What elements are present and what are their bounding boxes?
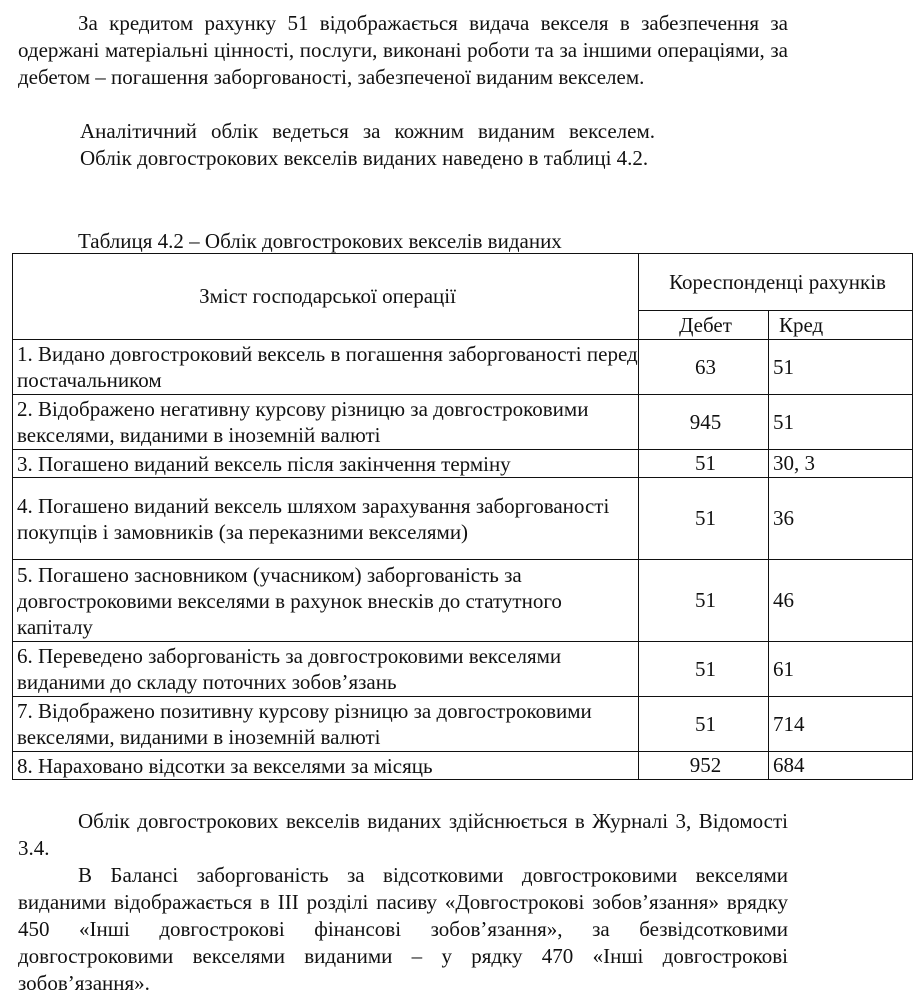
table-row <box>13 450 913 478</box>
row-operation: 4. Погашено виданий вексель шляхом зарахування заборгованості покупців і замовників (за переказними векселями) <box>13 478 639 560</box>
row-credit: 46 <box>769 560 913 642</box>
row-operation: 2. Відображено негативну курсову різницю за довгостроковими векселями, виданими в іноземній валюті <box>13 395 639 450</box>
row-operation: 8. Нараховано відсотки за векселями за місяць <box>13 752 639 780</box>
row-credit: 36 <box>769 478 913 560</box>
row-operation: 1. Видано довгостроковий вексель в погашення заборгованості перед постачальником <box>13 340 639 395</box>
row-debit: 952 <box>639 752 769 780</box>
row-operation: 5. Погашено засновником (учасником) заборгованість за довгостроковими векселями в рахунок внесків до статутного капіталу <box>13 560 639 642</box>
row-credit: 61 <box>769 642 913 697</box>
row-credit: 714 <box>769 697 913 752</box>
row-debit: 63 <box>639 340 769 395</box>
row-debit: 945 <box>639 395 769 450</box>
row-operation: 7. Відображено позитивну курсову різницю за довгостроковими векселями, виданими в іноземній валюті <box>13 697 639 752</box>
paragraph-analytic-accounting: Аналітичний облік ведеться за кожним виданим векселем. Облік довгострокових векселів виданих наведено в таблиці 4.2. <box>80 119 655 170</box>
table-row <box>13 560 913 642</box>
row-operation: 6. Переведено заборгованість за довгостроковими векселями виданими до складу поточних зобов’язань <box>13 642 639 697</box>
paragraph-balance-sheet: В Балансі заборгованість за відсотковими довгостроковими векселями виданими відображається в ІІІ розділі пасиву «Довгострокові зобов’язання» врядку 450 «Інші довгострокові фінансові зобов’язання», за безвідсотковими довгостроковими векселями виданими – у рядку 470 «Інші довгострокові зобов’язання». <box>18 863 788 995</box>
row-operation: 3. Погашено виданий вексель після закінчення терміну <box>13 450 639 478</box>
bills-issued-table <box>12 253 913 780</box>
table-row <box>13 340 913 395</box>
header-debit: Дебет <box>639 311 769 340</box>
row-debit: 51 <box>639 478 769 560</box>
paragraph-journal-3: Облік довгострокових векселів виданих здійснюється в Журналі 3, Відомості 3.4. <box>18 809 788 860</box>
row-credit: 30, 3 <box>769 450 913 478</box>
table-caption: Таблиця 4.2 – Облік довгострокових векселів виданих <box>78 229 562 253</box>
table-container <box>12 253 886 783</box>
table-row <box>13 697 913 752</box>
row-debit: 51 <box>639 642 769 697</box>
header-correspondence: Кореспонденці рахунків <box>639 254 913 311</box>
table-row <box>13 478 913 560</box>
row-credit: 684 <box>769 752 913 780</box>
header-credit: Кред <box>769 311 913 340</box>
table-header-row <box>13 254 913 311</box>
row-credit: 51 <box>769 395 913 450</box>
row-debit: 51 <box>639 450 769 478</box>
table-row <box>13 752 913 780</box>
row-debit: 51 <box>639 697 769 752</box>
row-credit: 51 <box>769 340 913 395</box>
row-debit: 51 <box>639 560 769 642</box>
paragraph-credit-debit-account-51: За кредитом рахунку 51 відображається видача векселя в забезпечення за одержані матеріальні цінності, послуги, виконані роботи та за іншими операціями, за дебетом – погашення заборгованості, забезпеченої виданим векселем. <box>18 11 788 89</box>
table-row <box>13 395 913 450</box>
table-row <box>13 642 913 697</box>
header-operation: Зміст господарської операції <box>13 254 639 340</box>
